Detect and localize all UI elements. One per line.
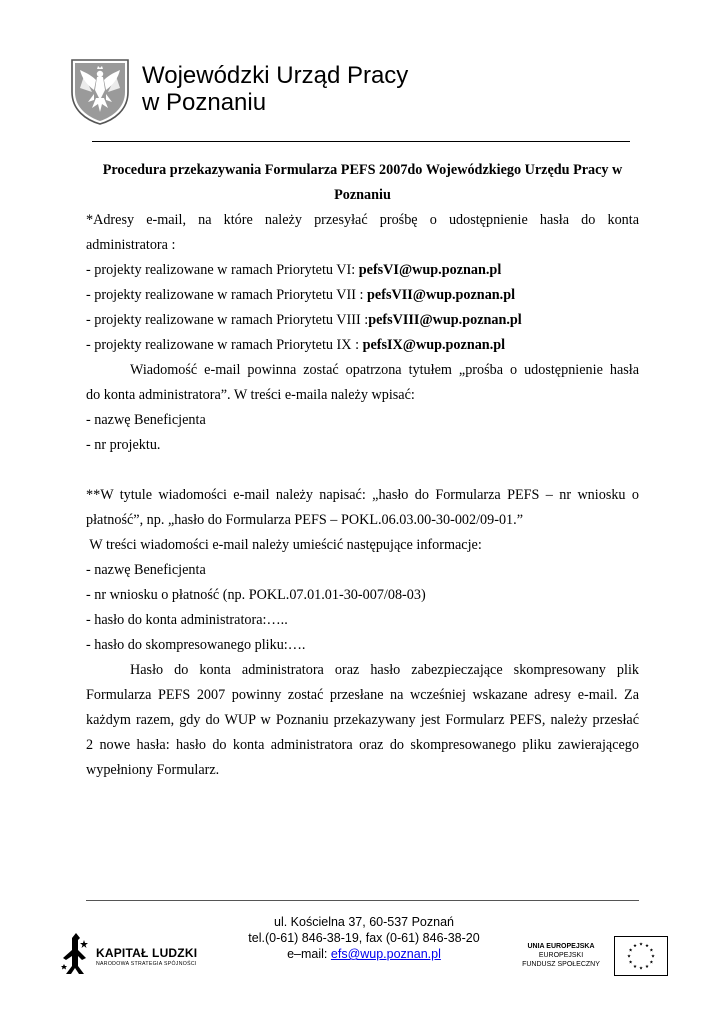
letterhead bbox=[70, 58, 640, 142]
list-item: - hasło do konta administratora:….. bbox=[86, 612, 288, 628]
priority-item bbox=[86, 333, 639, 358]
paragraph-line: 2 nowe hasła: hasło do konta administratora oraz do skompresowanego pliku zawierającego bbox=[86, 737, 639, 753]
document-title-line1: Procedura przekazywania Formularza PEFS 2007do Wojewódzkiego Urzędu Pracy w bbox=[102, 162, 623, 178]
paragraph-line: *Adresy e-mail, na które należy przesyłać prośbę o udostępnienie hasła do konta bbox=[86, 212, 639, 228]
kapital-ludzki-logo bbox=[60, 932, 210, 976]
paragraph-line: Formularza PEFS 2007 powinny zostać przesłane na wcześniej wskazane adresy e-mail. Za bbox=[86, 687, 639, 703]
priority-email: pefsVI@wup.poznan.pl bbox=[358, 262, 502, 278]
list-item: - nr wniosku o płatność (np. POKL.07.01.01-30-007/08-03) bbox=[86, 587, 426, 603]
list-item: - nr projektu. bbox=[86, 437, 161, 453]
priority-item bbox=[86, 283, 639, 308]
kapital-ludzki-subtitle: NARODOWA STRATEGIA SPÓJNOŚCI bbox=[96, 961, 197, 967]
spacer bbox=[86, 458, 639, 483]
org-name bbox=[142, 62, 408, 116]
address-line: ul. Kościelna 37, 60-537 Poznań bbox=[274, 915, 454, 929]
eagle-crest-icon bbox=[70, 58, 130, 126]
eu-line3: FUNDUSZ SPOŁECZNY bbox=[522, 961, 600, 968]
document-body bbox=[86, 158, 639, 783]
document-title-line2: Poznaniu bbox=[334, 187, 391, 203]
priority-text: - projekty realizowane w ramach Priorytetu VII : bbox=[86, 287, 368, 303]
priority-email: pefsVIII@wup.poznan.pl bbox=[368, 312, 522, 328]
paragraph-line: płatność”, np. „hasło do Formularza PEFS – POKL.06.03.00-30-002/09-01.” bbox=[86, 512, 523, 528]
paragraph-line: Hasło do konta administratora oraz hasło zabezpieczające skompresowany plik bbox=[130, 662, 639, 678]
eu-line1: UNIA EUROPEJSKA bbox=[527, 943, 595, 950]
priority-text: - projekty realizowane w ramach Priorytetu VI: bbox=[86, 262, 359, 278]
list-item: - nazwę Beneficjenta bbox=[86, 562, 206, 578]
paragraph-line: administratora : bbox=[86, 237, 176, 253]
priority-item bbox=[86, 308, 639, 333]
paragraph-line: do konta administratora”. W treści e-maila należy wpisać: bbox=[86, 387, 415, 403]
priority-text: - projekty realizowane w ramach Priorytetu IX : bbox=[86, 337, 363, 353]
paragraph-line: wypełniony Formularz. bbox=[86, 762, 220, 778]
email-link[interactable]: efs@wup.poznan.pl bbox=[330, 947, 441, 961]
eu-line2: EUROPEJSKI bbox=[538, 952, 584, 959]
org-name-line2: w Poznaniu bbox=[142, 89, 267, 116]
eu-logo-text bbox=[516, 942, 606, 969]
priority-email: pefsVII@wup.poznan.pl bbox=[367, 287, 516, 303]
priority-text: - projekty realizowane w ramach Priorytetu VIII : bbox=[86, 312, 369, 328]
org-name-line1: Wojewódzki Urząd Pracy bbox=[142, 62, 409, 89]
priority-item bbox=[86, 258, 639, 283]
eu-flag-icon bbox=[614, 936, 668, 976]
priority-email: pefsIX@wup.poznan.pl bbox=[362, 337, 506, 353]
list-item: - hasło do skompresowanego pliku:…. bbox=[86, 637, 306, 653]
paragraph-line: Wiadomość e-mail powinna zostać opatrzona tytułem „prośba o udostępnienie hasła bbox=[130, 362, 639, 378]
email-prefix: e–mail: bbox=[287, 947, 331, 961]
kapital-ludzki-logo-icon bbox=[60, 932, 92, 976]
paragraph-line: **W tytule wiadomości e-mail należy napisać: „hasło do Formularza PEFS – nr wniosku o bbox=[86, 487, 639, 503]
kapital-ludzki-title: KAPITAŁ LUDZKI bbox=[96, 946, 198, 960]
list-item: - nazwę Beneficjenta bbox=[86, 412, 206, 428]
email-line bbox=[214, 946, 514, 962]
paragraph-line: każdym razem, gdy do WUP w Poznaniu przekazywany jest Formularz PEFS, należy przesłać bbox=[86, 712, 639, 728]
paragraph-line: W treści wiadomości e-mail należy umieścić następujące informacje: bbox=[86, 537, 482, 553]
header-divider bbox=[92, 141, 630, 142]
footer-divider bbox=[86, 900, 639, 901]
phone-line: tel.(0-61) 846-38-19, fax (0-61) 846-38-20 bbox=[248, 931, 480, 945]
contact-address bbox=[214, 914, 514, 962]
